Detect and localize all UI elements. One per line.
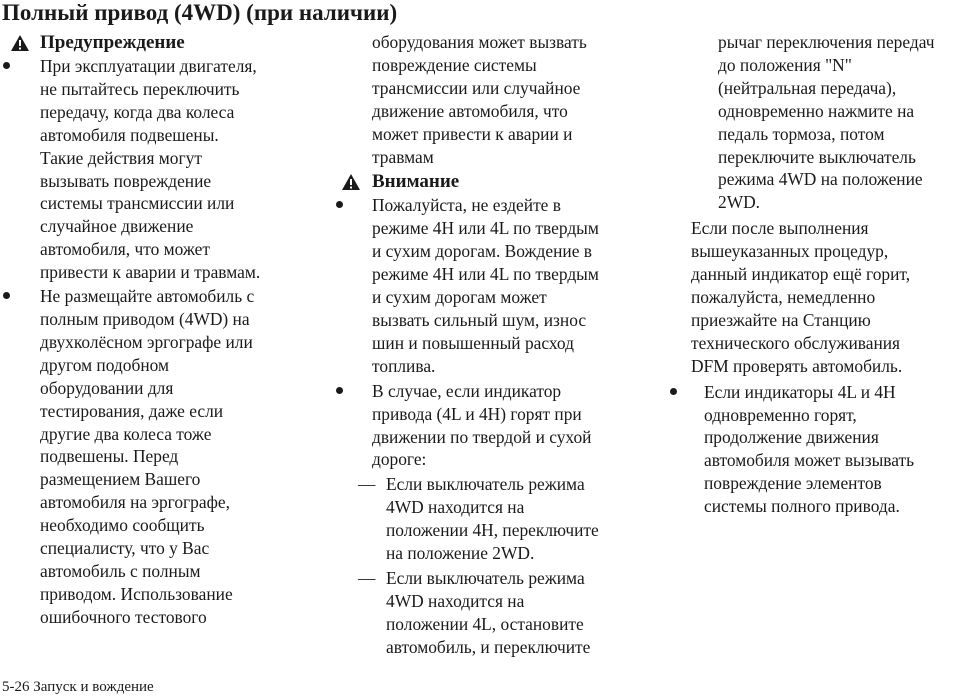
text-line: В случае, если индикатор bbox=[372, 380, 562, 401]
bullet-icon bbox=[3, 62, 10, 69]
text-line: другом подобном bbox=[40, 354, 169, 375]
text-line: травмам bbox=[372, 146, 434, 167]
text-line: специалисту, что у Вас bbox=[40, 538, 210, 559]
text-line: автомобиля подвешены. bbox=[40, 124, 219, 145]
list-item bbox=[0, 55, 300, 284]
text-line: системы трансмиссии или bbox=[40, 193, 235, 214]
bullet-icon bbox=[670, 388, 677, 395]
text-line: педаль тормоза, потом bbox=[718, 123, 885, 144]
text-line: автомобиль с полным bbox=[40, 560, 201, 581]
warning-triangle-icon bbox=[0, 34, 40, 52]
text-line: приводом. Использование bbox=[40, 583, 233, 604]
text-line: до положения "N" bbox=[718, 54, 852, 75]
text-line: положении 4L, остановите bbox=[386, 613, 584, 634]
text-line: режима 4WD на положение bbox=[718, 169, 923, 190]
text-line: DFM проверять автомобиль. bbox=[691, 355, 903, 376]
paragraph bbox=[691, 217, 953, 377]
column-1 bbox=[0, 31, 300, 629]
text-line: ошибочного тестового bbox=[40, 606, 207, 627]
text-line: автомобиль, и переключите bbox=[386, 636, 591, 657]
text-line: трансмиссии или случайное bbox=[372, 77, 581, 98]
text-line: повреждение элементов bbox=[704, 473, 882, 494]
text-line: подвешены. Перед bbox=[40, 446, 179, 467]
warning-heading bbox=[0, 31, 300, 54]
text-line: приезжайте на Станцию bbox=[691, 309, 871, 330]
text-line: не пытайтесь переключить bbox=[40, 78, 240, 99]
text-line: технического обслуживания bbox=[691, 332, 901, 353]
bullet-icon bbox=[336, 201, 343, 208]
text-line: шин и повышенный расход bbox=[372, 332, 574, 353]
text-line: При эксплуатации двигателя, bbox=[40, 56, 257, 76]
sub-item bbox=[330, 473, 630, 565]
text-line: Если выключатель режима bbox=[386, 474, 585, 495]
text-line: 2WD. bbox=[718, 192, 761, 213]
warning-heading-text: Предупреждение bbox=[40, 32, 185, 53]
text-line: системы полного привода. bbox=[704, 496, 900, 517]
text-line: оборудовании для bbox=[40, 377, 174, 398]
caution-heading-text: Внимание bbox=[372, 171, 460, 193]
text-line: на положение 2WD. bbox=[386, 543, 535, 564]
text-line: двухколёсном эргографе или bbox=[40, 331, 253, 352]
text-line: рычаг переключения передач bbox=[718, 32, 935, 52]
text-line: оборудования может вызвать bbox=[372, 32, 587, 52]
continuation-text bbox=[372, 31, 630, 168]
list-item bbox=[330, 194, 630, 377]
line-list bbox=[40, 285, 300, 629]
text-line: (нейтральная передача), bbox=[718, 77, 897, 98]
text-line: Если выключатель режима bbox=[386, 567, 585, 588]
text-line: передачу, когда два колеса bbox=[40, 101, 235, 122]
text-line: автомобиля, что может bbox=[40, 239, 210, 260]
text-line: продолжение движения bbox=[704, 427, 879, 448]
text-line: повреждение системы bbox=[372, 54, 537, 75]
text-line: вышеуказанных процедур, bbox=[691, 241, 889, 262]
text-line: полным приводом (4WD) на bbox=[40, 308, 250, 329]
warning-triangle-icon bbox=[330, 173, 372, 191]
page-title: Полный привод (4WD) (при наличии) bbox=[2, 0, 398, 25]
text-line: привода (4L и 4H) горят при bbox=[372, 403, 582, 424]
text-line: 4WD находится на bbox=[386, 590, 525, 611]
text-line: Пожалуйста, не ездейте в bbox=[372, 195, 561, 216]
caution-heading bbox=[330, 170, 630, 193]
text-line: топлива. bbox=[372, 355, 436, 376]
text-line: необходимо сообщить bbox=[40, 515, 205, 536]
text-line: движении по твердой и сухой bbox=[372, 426, 592, 447]
line-list bbox=[40, 55, 300, 284]
dash-marker: — bbox=[358, 474, 376, 495]
text-line: и сухим дорогам. Вождение в bbox=[372, 241, 593, 262]
line-list bbox=[386, 567, 630, 659]
text-line: привести к аварии и травмам. bbox=[40, 262, 261, 283]
line-list bbox=[704, 381, 953, 518]
text-line: может привести к аварии и bbox=[372, 123, 573, 144]
text-line: одновременно нажмите на bbox=[718, 100, 915, 121]
line-list bbox=[386, 473, 630, 565]
text-line: режиме 4H или 4L по твердым bbox=[372, 218, 599, 239]
list-item bbox=[665, 381, 953, 518]
list-item bbox=[0, 285, 300, 629]
text-line: переключите выключатель bbox=[718, 146, 916, 167]
text-line: движение автомобиля, что bbox=[372, 100, 568, 121]
continuation-text bbox=[718, 31, 953, 214]
list-item bbox=[330, 380, 630, 472]
text-line: режиме 4H или 4L по твердым bbox=[372, 264, 599, 285]
text-line: дороге: bbox=[372, 449, 427, 470]
column-2 bbox=[330, 31, 630, 659]
sub-item bbox=[330, 567, 630, 659]
text-line: тестирования, даже если bbox=[40, 400, 224, 421]
column-3 bbox=[665, 31, 953, 518]
text-line: случайное движение bbox=[40, 216, 194, 237]
page-footer: 5-26 Запуск и вождение bbox=[2, 679, 154, 695]
text-line: данный индикатор ещё горит, bbox=[691, 264, 911, 285]
bullet-icon bbox=[3, 292, 10, 299]
text-line: Если индикаторы 4L и 4H bbox=[704, 381, 896, 402]
text-line: размещением Вашего bbox=[40, 469, 201, 490]
text-line: положении 4H, переключите bbox=[386, 520, 599, 541]
text-line: автомобиля на эргографе, bbox=[40, 492, 230, 513]
text-line: Если после выполнения bbox=[691, 218, 869, 239]
text-line: вызвать сильный шум, износ bbox=[372, 309, 587, 330]
line-list bbox=[372, 194, 630, 377]
text-line: одновременно горят, bbox=[704, 404, 857, 425]
bullet-icon bbox=[336, 387, 343, 394]
dash-marker: — bbox=[358, 567, 376, 588]
text-line: пожалуйста, немедленно bbox=[691, 286, 876, 307]
line-list bbox=[372, 380, 630, 472]
text-line: и сухим дорогам может bbox=[372, 287, 547, 308]
text-line: вызывать повреждение bbox=[40, 170, 212, 191]
text-line: другие два колеса тоже bbox=[40, 423, 212, 444]
text-line: Такие действия могут bbox=[40, 147, 202, 168]
text-line: Не размещайте автомобиль с bbox=[40, 286, 255, 307]
text-line: 4WD находится на bbox=[386, 497, 525, 518]
text-line: автомобиля может вызывать bbox=[704, 450, 915, 471]
